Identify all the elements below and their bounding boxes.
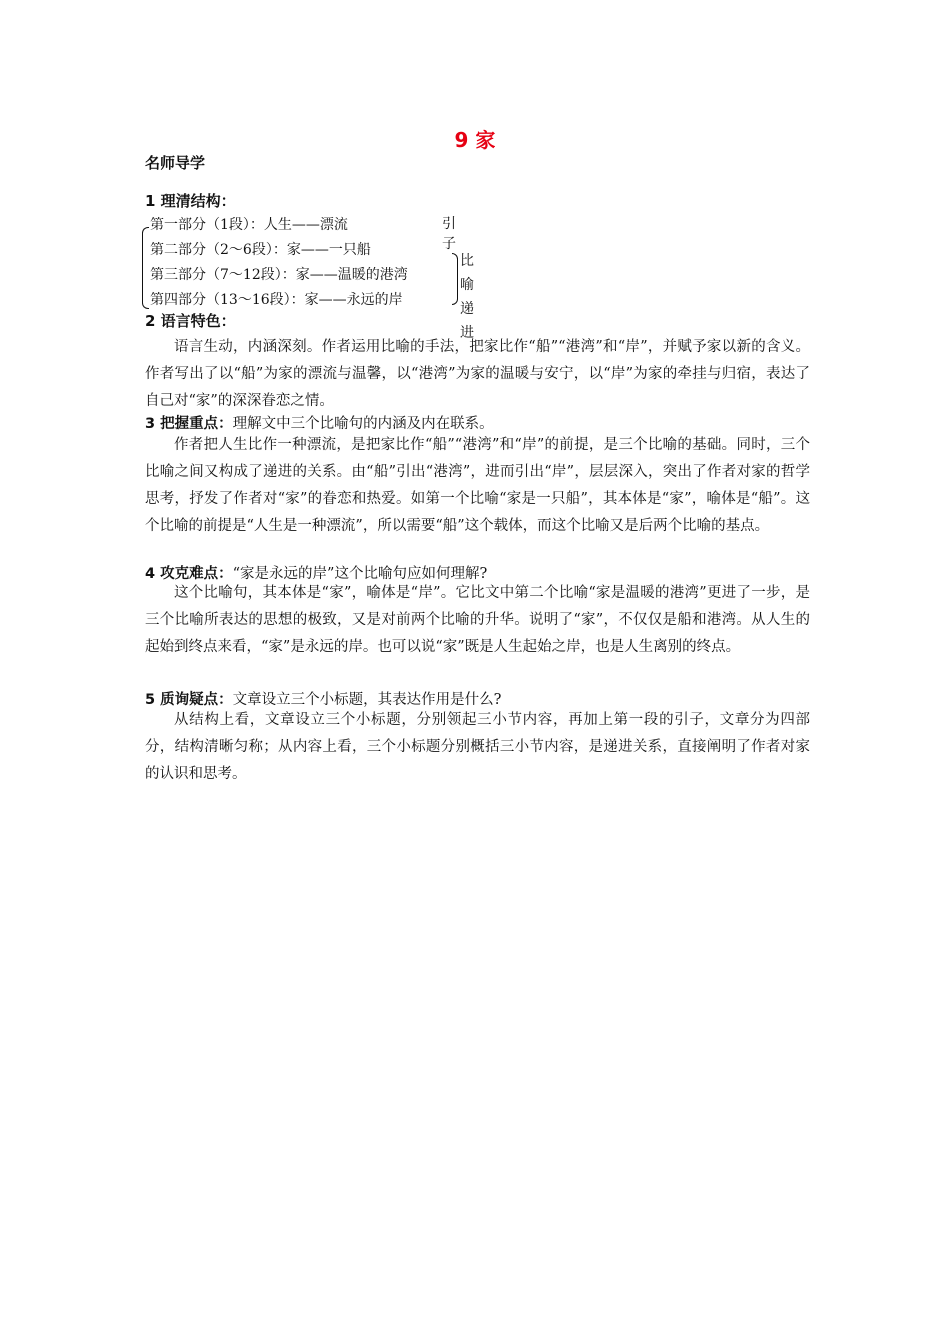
page-title: 9 家 <box>454 128 496 152</box>
section3-paragraph: 作者把人生比作一种漂流，是把家比作“船”“港湾”和“岸”的前提，是三个比喻的基础。同时，三个比喻之间又构成了递进的关系。由“船”引出“港湾”，进而引出“岸”，层层深入，突出了作者对家的哲学思考，抒发了作者对“家”的眷恋和热爱。如第一个比喻“家是一只船”，其本体是“家”，喻体是“船”。这个比喻的前提是“人生是一种漂流”，所以需要“船”这个载体，而这个比喻又是后两个比喻的基点。 <box>145 437 810 534</box>
section3-heading: 3 把握重点： <box>145 416 233 432</box>
left-brace <box>142 227 149 309</box>
section5-line <box>145 688 501 709</box>
section2-paragraph: 语言生动，内涵深刻。作者运用比喻的手法，把家比作“船”“港湾”和“岸”，并赋予家以新的含义。作者写出了以“船”为家的漂流与温馨，以“港湾”为家的温暖与安宁，以“岸”为家的牵挂与归宿，表达了自己对“家”的深深眷恋之情。 <box>145 339 810 409</box>
section1-heading: 1 理清结构： <box>145 192 236 210</box>
intro-note: 引子 <box>442 216 456 252</box>
section4-heading: 4 攻克难点： <box>145 566 233 582</box>
structure-row: 第三部分（7～12段）：家——温暖的港湾 <box>150 267 408 283</box>
brace-note-progression: 递进 <box>460 301 474 341</box>
section4-paragraph: 这个比喻句，其本体是“家”，喻体是“岸”。它比文中第二个比喻“家是温暖的港湾”更进了一步，是三个比喻所表达的思想的极致，又是对前两个比喻的升华。说明了“家”，不仅仅是船和港湾。从人生的起始到终点来看，“家”是永远的岸。也可以说“家”既是人生起始之岸，也是人生离别的终点。 <box>145 585 810 655</box>
section5-question: 文章设立三个小标题，其表达作用是什么? <box>232 692 502 708</box>
structure-row: 第一部分（1段）：人生——漂流 <box>150 217 348 233</box>
section4-question: “家是永远的岸”这个比喻句应如何理解? <box>232 566 488 582</box>
structure-row: 第二部分（2～6段）：家——一只船 <box>150 242 371 258</box>
structure-row: 第四部分（13～16段）：家——永远的岸 <box>150 292 403 308</box>
brace-note-metaphor: 比喻 <box>460 253 474 293</box>
section3-question: 理解文中三个比喻句的内涵及内在联系。 <box>232 416 494 432</box>
right-brace <box>452 253 458 305</box>
section3-line <box>145 412 494 433</box>
section5-heading: 5 质询疑点： <box>145 692 233 708</box>
brace-note <box>460 249 474 345</box>
section5-paragraph: 从结构上看，文章设立三个小标题，分别领起三小节内容，再加上第一段的引子，文章分为四部分，结构清晰匀称；从内容上看，三个小标题分别概括三小节内容，是递进关系，直接阐明了作者对家的认识和思考。 <box>145 712 810 782</box>
section2-heading: 2 语言特色： <box>145 312 236 330</box>
guide-heading: 名师导学 <box>145 154 206 172</box>
